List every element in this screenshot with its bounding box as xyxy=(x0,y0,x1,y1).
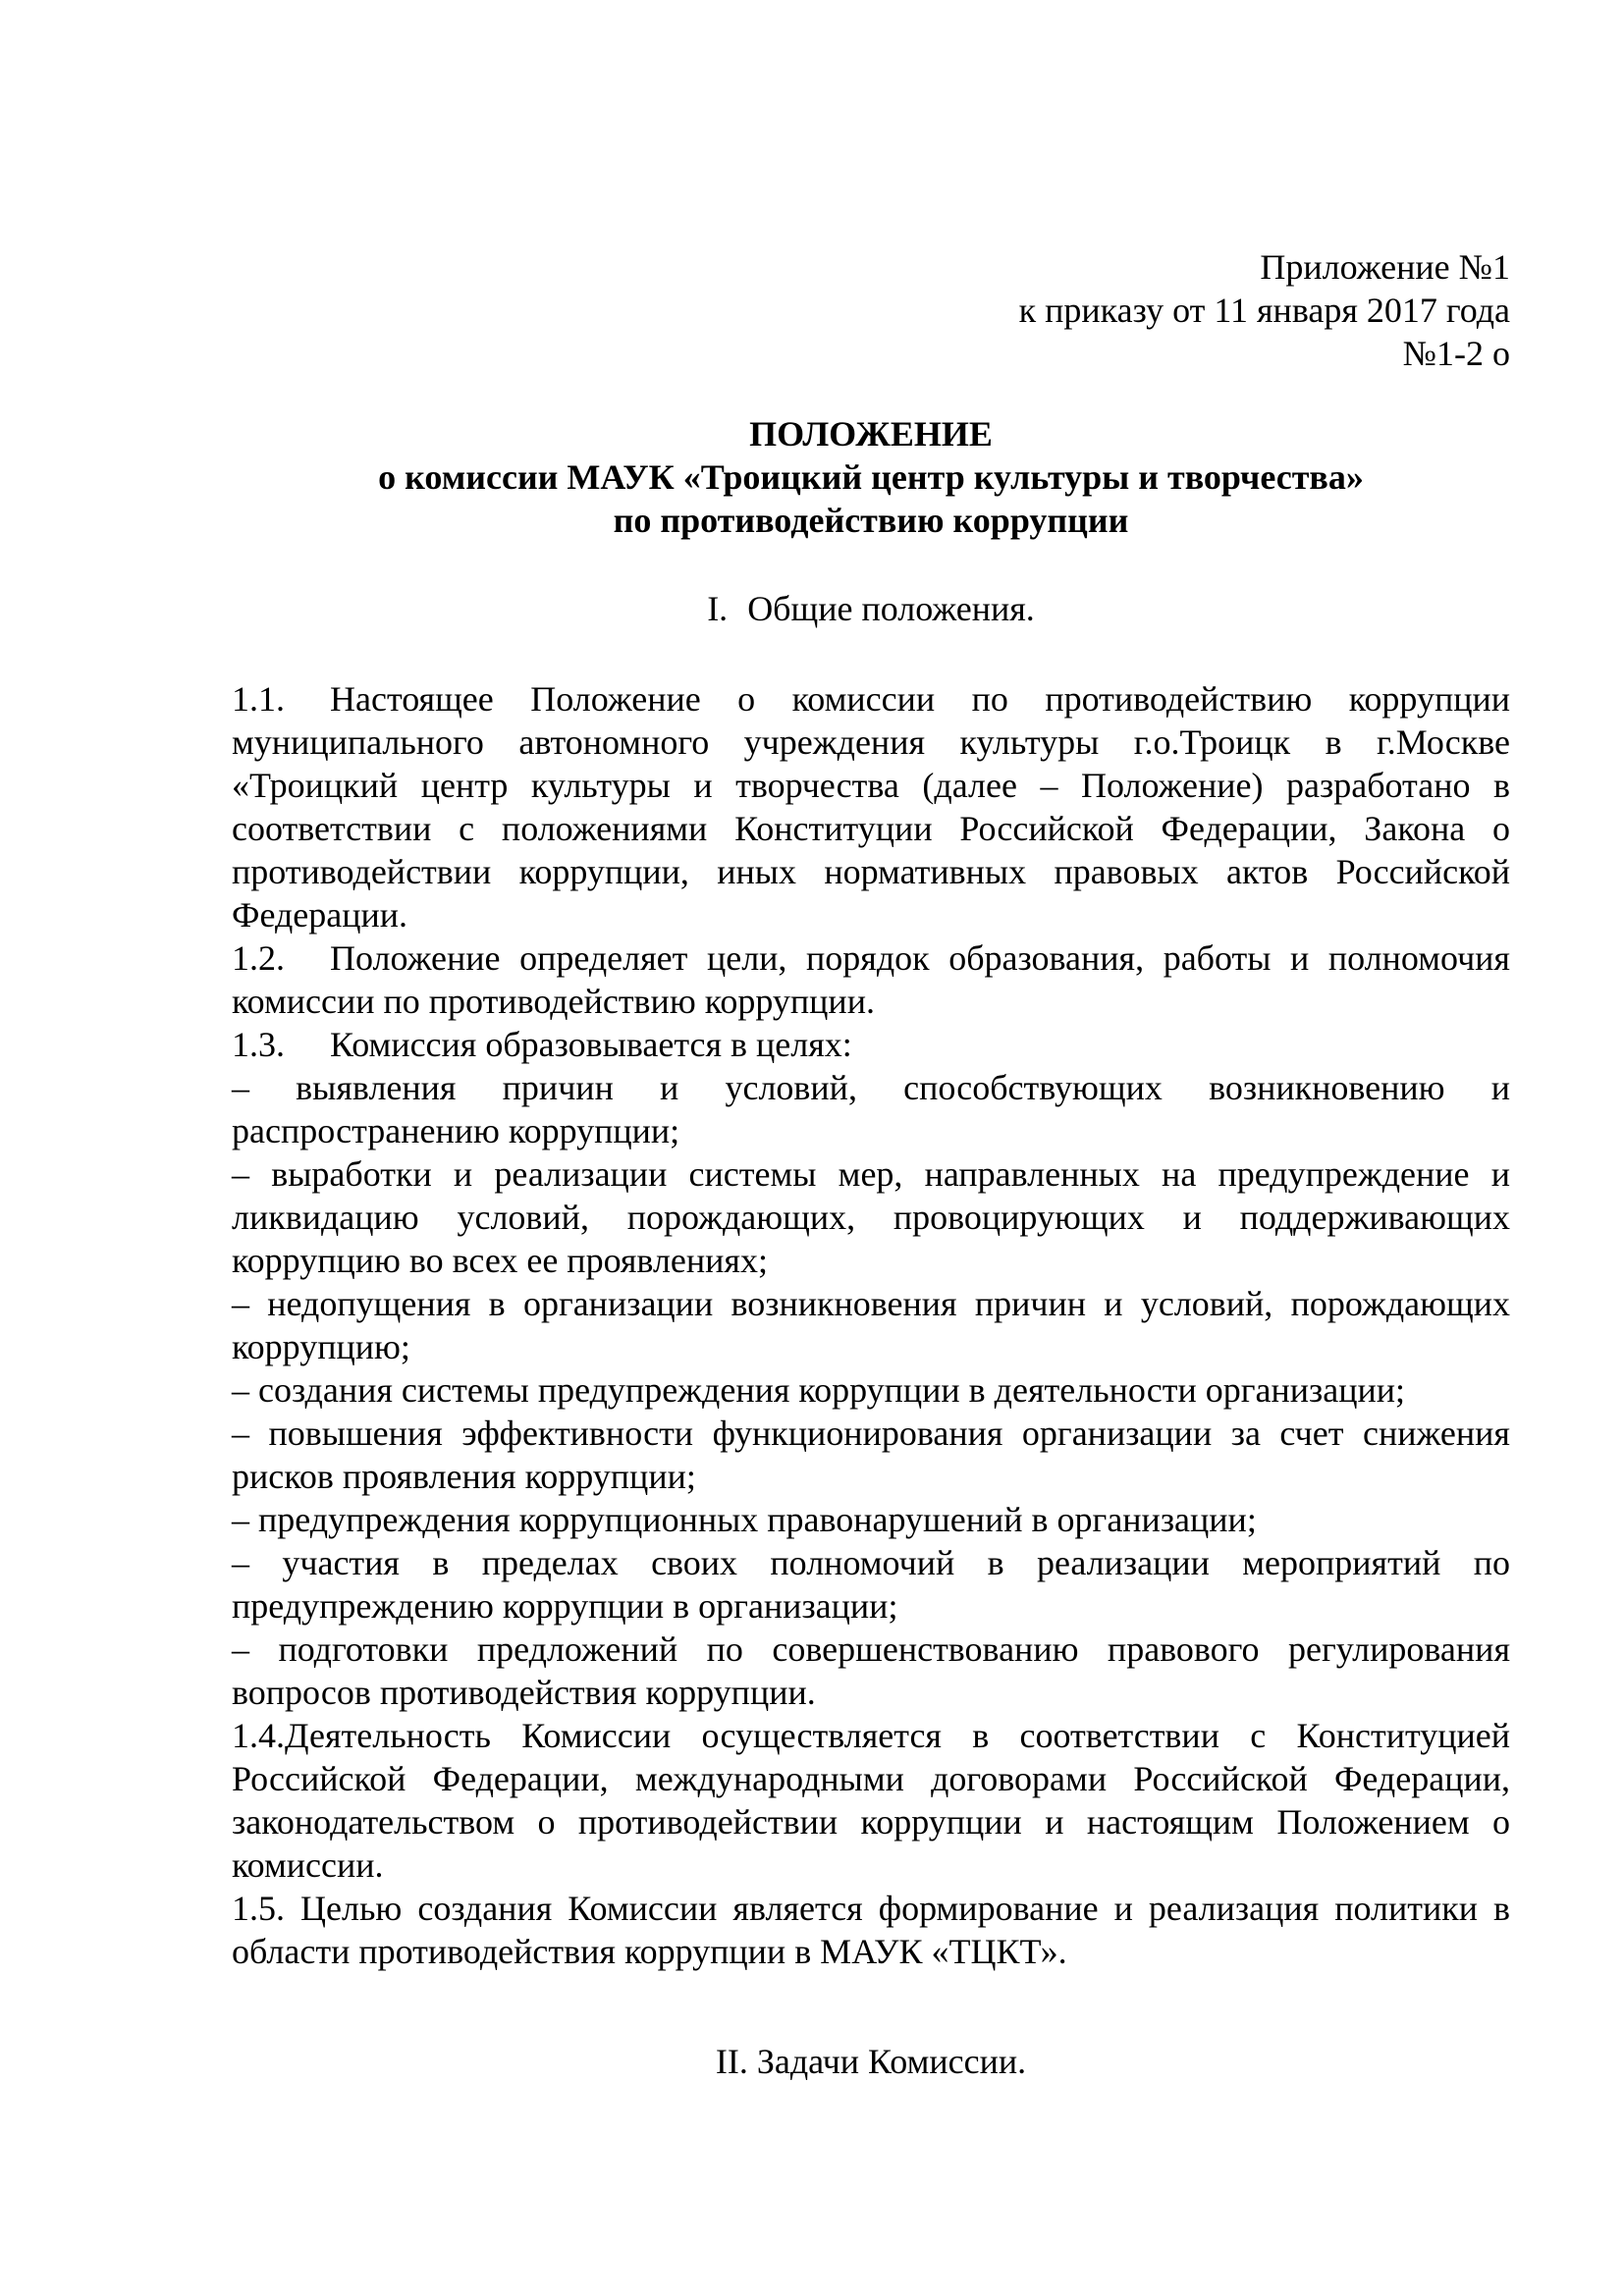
goal-item: – выявления причин и условий, способствующих возникновению и распространению коррупции; xyxy=(232,1068,1510,1150)
goal-item: – недопущения в организации возникновения причин и условий, порождающих коррупцию; xyxy=(232,1284,1510,1366)
paragraph-number: 1.4. xyxy=(232,1716,285,1755)
paragraph-1-4 xyxy=(232,1714,1510,1887)
goal-item: – предупреждения коррупционных правонарушений в организации; xyxy=(232,1500,1257,1539)
paragraph-1-2 xyxy=(232,936,1510,1023)
paragraph-number: 1.1. xyxy=(232,679,285,719)
title-line-3: по противодействию коррупции xyxy=(613,501,1129,540)
paragraph-number: 1.5. xyxy=(232,1889,285,1928)
section-heading-1 xyxy=(232,587,1510,630)
paragraph-text: Положение определяет цели, порядок образования, работы и полномочия комиссии по противодействию коррупции. xyxy=(232,938,1510,1021)
appendix-header xyxy=(232,245,1510,375)
paragraph-1-1 xyxy=(232,677,1510,936)
document-title xyxy=(232,412,1510,542)
paragraph-1-5 xyxy=(232,1887,1510,1973)
goal-item: – участия в пределах своих полномочий в реализации мероприятий по предупреждению коррупции в организации; xyxy=(232,1543,1510,1626)
appendix-order-date: к приказу от 11 января 2017 года xyxy=(1018,291,1510,330)
section-title: Общие положения. xyxy=(747,589,1035,628)
title-line-1: ПОЛОЖЕНИЕ xyxy=(749,414,993,454)
paragraph-number: 1.3. xyxy=(232,1025,285,1064)
appendix-order-number: №1-2 о xyxy=(1402,334,1510,373)
section-heading-2 xyxy=(232,2040,1510,2083)
paragraph-text: Комиссия образовывается в целях: xyxy=(330,1025,852,1064)
paragraph-text: Целью создания Комиссии является формирование и реализация политики в области противодействия коррупции в МАУК «ТЦКТ». xyxy=(232,1889,1510,1971)
title-line-2: о комиссии МАУК «Троицкий центр культуры и творчества» xyxy=(378,457,1364,497)
document-page xyxy=(232,245,1510,2130)
section-number: I. xyxy=(707,589,729,628)
paragraph-text: Деятельность Комиссии осуществляется в соответствии с Конституцией Российской Федерации, международными договорами Российской Федерации, законодательством о противодействии коррупции и настоящим Положением о комиссии. xyxy=(232,1716,1510,1885)
goal-item: – подготовки предложений по совершенствованию правового регулирования вопросов противодействия коррупции. xyxy=(232,1629,1510,1712)
paragraph-1-3 xyxy=(232,1023,1510,1066)
section-title: II. Задачи Комиссии. xyxy=(715,2042,1027,2081)
appendix-number: Приложение №1 xyxy=(1260,247,1510,287)
paragraph-number: 1.2. xyxy=(232,938,285,978)
goal-item: – создания системы предупреждения коррупции в деятельности организации; xyxy=(232,1370,1406,1410)
paragraph-text: Настоящее Положение о комиссии по противодействию коррупции муниципального автономного учреждения культуры г.о.Троицк в г.Москве «Троицкий центр культуры и творчества (далее – Положение) разработано в соответствии с положениями Конституции Российской Федерации, Закона о противодействии коррупции, иных нормативных правовых актов Российской Федерации. xyxy=(232,679,1510,934)
goal-item: – выработки и реализации системы мер, направленных на предупреждение и ликвидацию условий, порождающих, провоцирующих и поддерживающих коррупцию во всех ее проявлениях; xyxy=(232,1154,1510,1280)
goal-item: – повышения эффективности функционирования организации за счет снижения рисков проявления коррупции; xyxy=(232,1414,1510,1496)
